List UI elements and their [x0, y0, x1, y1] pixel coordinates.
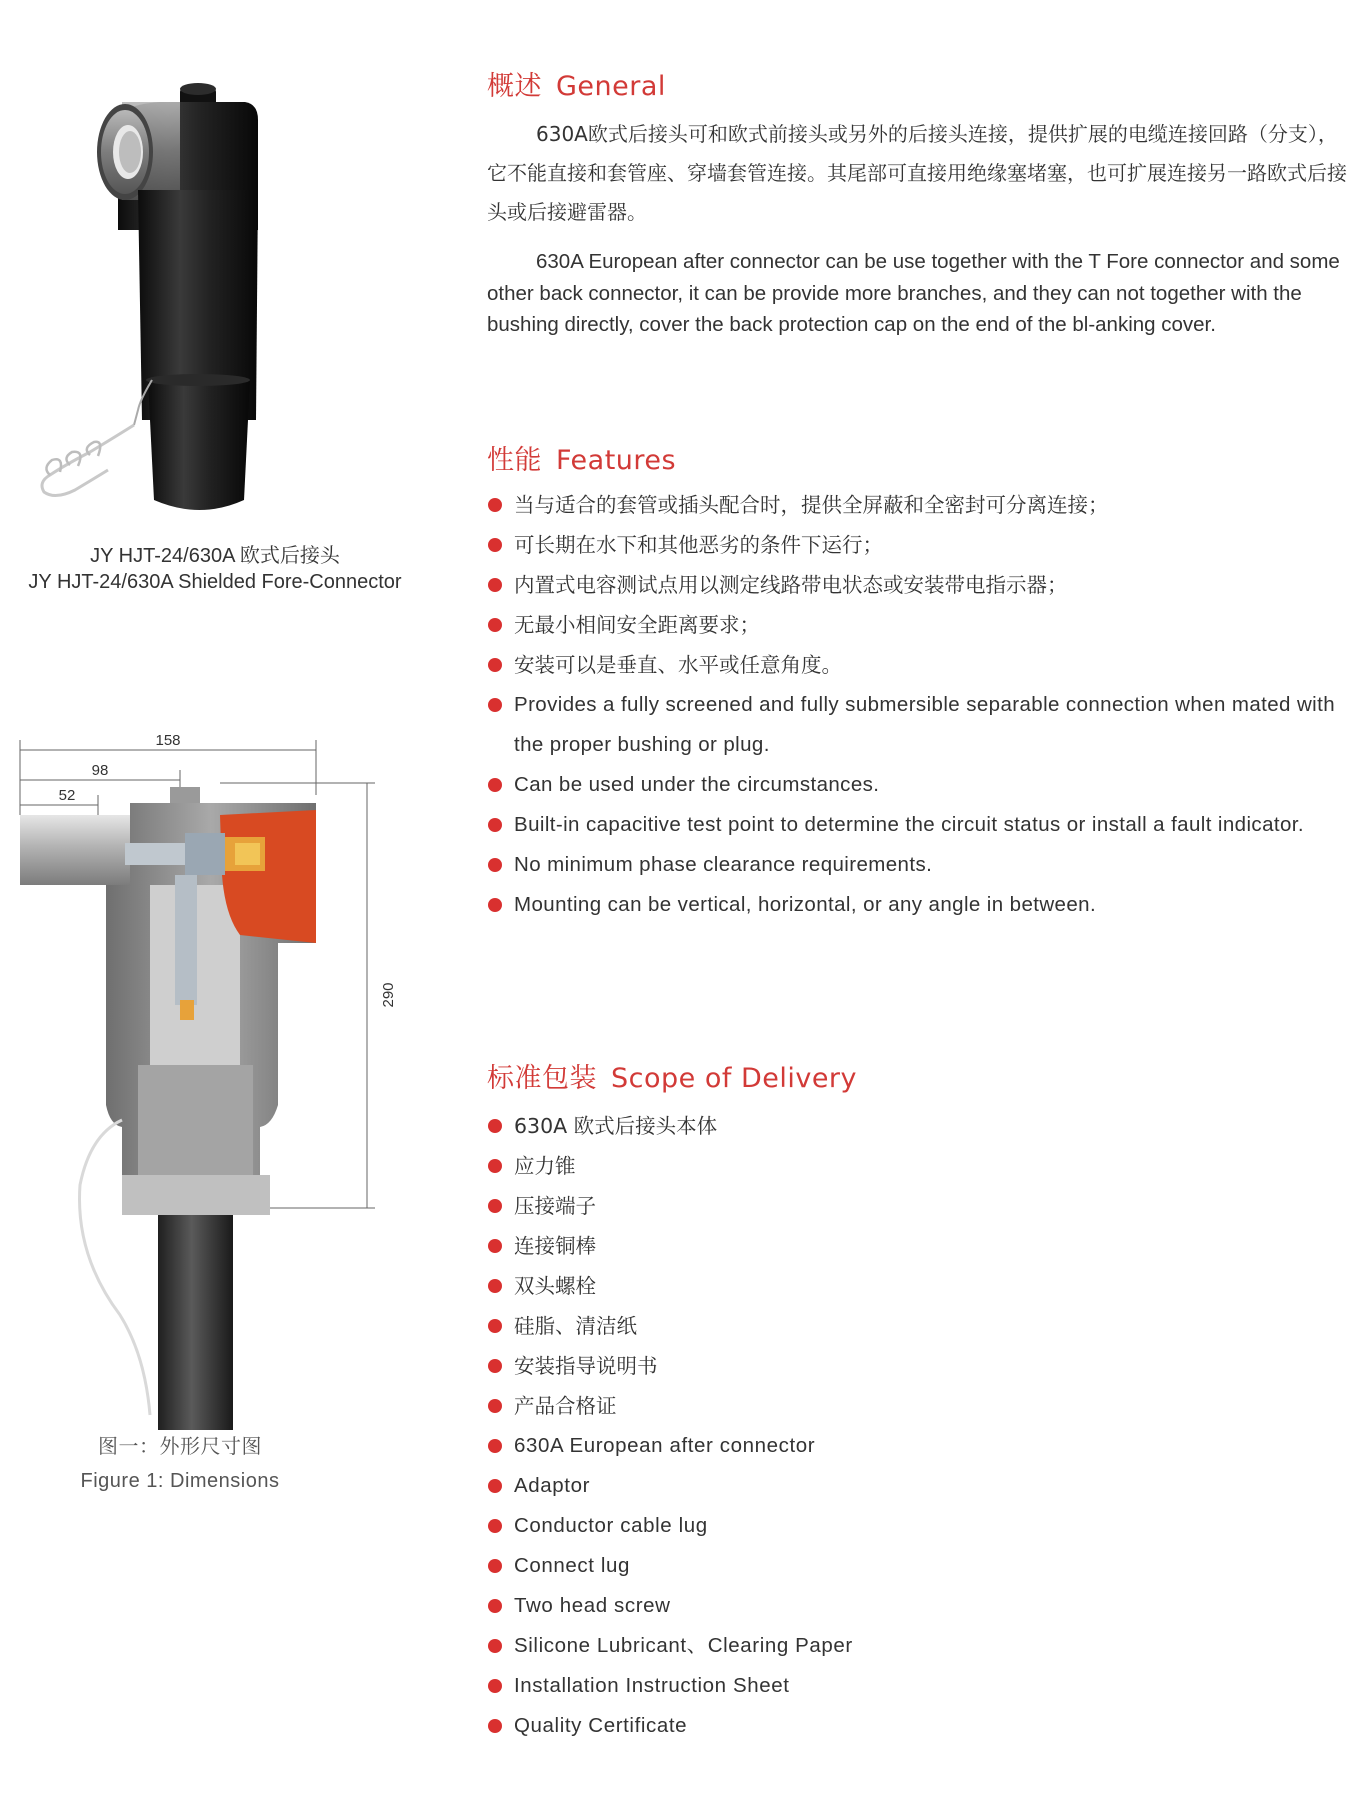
feature-item: No minimum phase clearance requirements.	[487, 845, 1357, 885]
general-heading-en: General	[556, 71, 666, 102]
bullet-icon	[488, 1119, 502, 1133]
bullet-icon	[488, 778, 502, 792]
delivery-item: Silicone Lubricant、Clearing Paper	[487, 1626, 1357, 1666]
general-heading	[487, 64, 680, 103]
bullet-icon	[488, 1159, 502, 1173]
feature-item: Provides a fully screened and fully submersible separable connection when mated with the proper bushing or plug.	[487, 685, 1357, 765]
general-text-cn: 630A欧式后接头可和欧式前接头或另外的后接头连接，提供扩展的电缆连接回路（分支），它不能直接和套管座、穿墙套管连接。其尾部可直接用绝缘塞堵塞，也可扩展连接另一路欧式后接头或后接避雷器。	[487, 122, 1347, 224]
bullet-icon	[488, 1399, 502, 1413]
bullet-icon	[488, 1679, 502, 1693]
bullet-icon	[488, 698, 502, 712]
delivery-list	[487, 1106, 1357, 1746]
bullet-icon	[488, 1639, 502, 1653]
product-caption	[0, 543, 430, 595]
figure-caption-en: Figure 1: Dimensions	[80, 1470, 280, 1492]
feature-item: 可长期在水下和其他恶劣的条件下运行；	[487, 525, 1357, 565]
delivery-item: 连接铜棒	[487, 1226, 1357, 1266]
delivery-item: Installation Instruction Sheet	[487, 1666, 1357, 1706]
bullet-icon	[488, 658, 502, 672]
bullet-icon	[488, 1599, 502, 1613]
bullet-icon	[488, 818, 502, 832]
bullet-icon	[488, 1279, 502, 1293]
feature-item: 内置式电容测试点用以测定线路带电状态或安装带电指示器；	[487, 565, 1357, 605]
delivery-item: 压接端子	[487, 1186, 1357, 1226]
dim-290-label: 290	[380, 982, 397, 1008]
features-list	[487, 485, 1357, 925]
product-caption-en: JY HJT-24/630A Shielded Fore-Connector	[28, 571, 402, 593]
delivery-item: 630A European after connector	[487, 1426, 1357, 1466]
delivery-item: Conductor cable lug	[487, 1506, 1357, 1546]
feature-item: 当与适合的套管或插头配合时，提供全屏蔽和全密封可分离连接；	[487, 485, 1357, 525]
delivery-heading-en: Scope of Delivery	[611, 1063, 858, 1094]
feature-item: Can be used under the circumstances.	[487, 765, 1357, 805]
delivery-item: Connect lug	[487, 1546, 1357, 1586]
figure-caption	[30, 1430, 330, 1498]
features-heading-cn: 性能	[487, 445, 542, 476]
feature-item: Built-in capacitive test point to determine the circuit status or install a fault indicator.	[487, 805, 1357, 845]
delivery-item: Adaptor	[487, 1466, 1357, 1506]
delivery-item: 双头螺栓	[487, 1266, 1357, 1306]
dim-98-label: 98	[91, 762, 109, 779]
left-column	[0, 0, 440, 1796]
bullet-icon	[488, 858, 502, 872]
bullet-icon	[488, 618, 502, 632]
bullet-icon	[488, 1559, 502, 1573]
bullet-icon	[488, 1319, 502, 1333]
delivery-item: 硅脂、清洁纸	[487, 1306, 1357, 1346]
bullet-icon	[488, 898, 502, 912]
feature-item: Mounting can be vertical, horizontal, or any angle in between.	[487, 885, 1357, 925]
bullet-icon	[488, 1479, 502, 1493]
delivery-item: 应力锥	[487, 1146, 1357, 1186]
bullet-icon	[488, 578, 502, 592]
bullet-icon	[488, 1199, 502, 1213]
delivery-item: Two head screw	[487, 1586, 1357, 1626]
feature-item: 无最小相间安全距离要求；	[487, 605, 1357, 645]
dimension-drawing	[10, 715, 420, 1435]
product-caption-cn: JY HJT-24/630A 欧式后接头	[90, 545, 340, 567]
dim-158-label: 158	[155, 732, 181, 749]
bullet-icon	[488, 1359, 502, 1373]
feature-item: 安装可以是垂直、水平或任意角度。	[487, 645, 1357, 685]
delivery-item: Quality Certificate	[487, 1706, 1357, 1746]
delivery-heading-cn: 标准包装	[487, 1063, 597, 1094]
bullet-icon	[488, 1519, 502, 1533]
delivery-item: 630A 欧式后接头本体	[487, 1106, 1357, 1146]
delivery-item: 安装指导说明书	[487, 1346, 1357, 1386]
figure-caption-cn: 图一：外形尺寸图	[98, 1436, 262, 1458]
general-text-en: 630A European after connector can be use together with the T Fore connector and some other back connector, it can be provide more branches, and they can not together with the bushing directly, cover the back protection cap on the end of the bl-anking cover.	[487, 250, 1340, 336]
bullet-icon	[488, 498, 502, 512]
delivery-heading	[487, 1056, 871, 1095]
bullet-icon	[488, 538, 502, 552]
product-photo	[30, 80, 260, 540]
bullet-icon	[488, 1719, 502, 1733]
delivery-item: 产品合格证	[487, 1386, 1357, 1426]
features-heading	[487, 438, 690, 477]
features-heading-en: Features	[556, 445, 677, 476]
bullet-icon	[488, 1439, 502, 1453]
general-heading-cn: 概述	[487, 71, 542, 102]
dim-52-label: 52	[58, 787, 76, 804]
bullet-icon	[488, 1239, 502, 1253]
